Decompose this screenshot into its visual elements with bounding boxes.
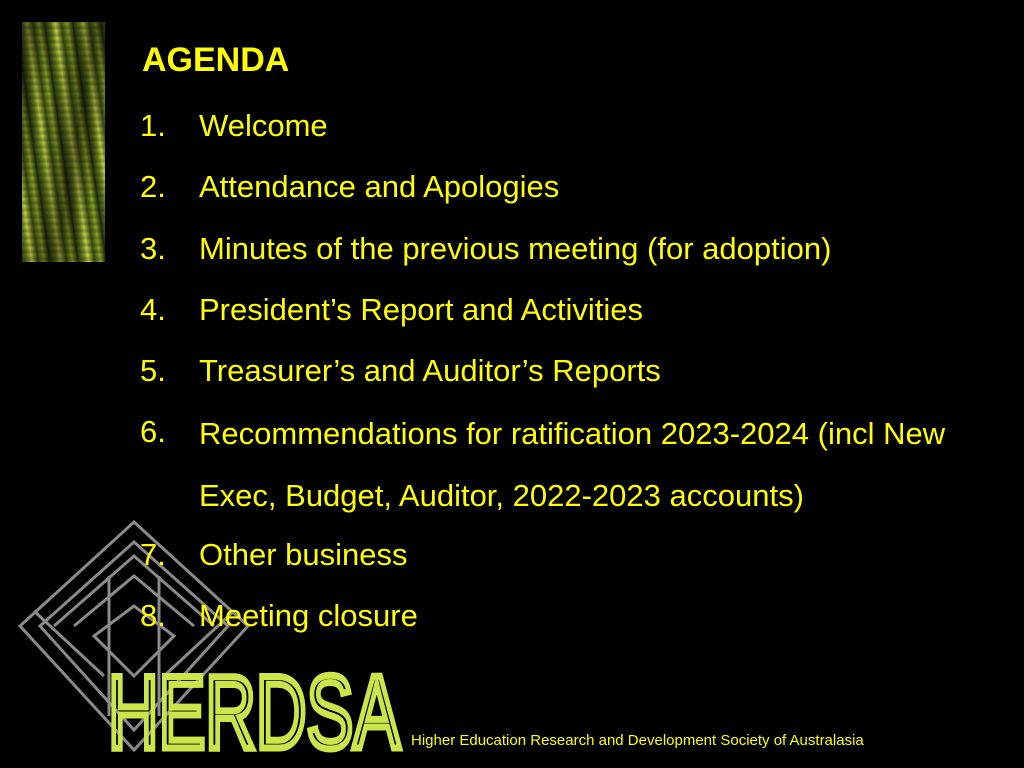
item-number: 3. bbox=[140, 230, 166, 266]
list-item bbox=[140, 524, 1000, 585]
item-number: 8. bbox=[140, 598, 166, 634]
item-number: 6. bbox=[140, 414, 166, 450]
list-item bbox=[140, 95, 1000, 156]
item-text: Welcome bbox=[199, 108, 328, 143]
list-item bbox=[140, 585, 1000, 646]
item-text: Treasurer’s and Auditor’s Reports bbox=[199, 353, 661, 389]
list-item bbox=[140, 279, 1000, 340]
page-title: AGENDA bbox=[142, 41, 290, 79]
list-item bbox=[140, 340, 1000, 401]
item-number: 4. bbox=[140, 291, 166, 327]
item-text: Meeting closure bbox=[199, 598, 418, 634]
item-number: 1. bbox=[140, 108, 166, 143]
organization-tagline: Higher Education Research and Development Society of Australasia bbox=[411, 732, 864, 749]
item-text: Minutes of the previous meeting (for adoption) bbox=[199, 230, 832, 266]
list-item bbox=[140, 401, 1000, 524]
item-number: 7. bbox=[140, 537, 166, 573]
item-text: Recommendations for ratification 2023-2024 (incl New Exec, Budget, Auditor, 2022-2023 accounts) bbox=[199, 416, 946, 513]
item-text: Attendance and Apologies bbox=[199, 169, 560, 205]
logo-text: HERDSA bbox=[108, 655, 401, 768]
item-text: President’s Report and Activities bbox=[199, 291, 643, 327]
agenda-list bbox=[140, 95, 1000, 647]
building-photo bbox=[22, 22, 105, 262]
item-number: 5. bbox=[140, 353, 166, 389]
list-item bbox=[140, 156, 1000, 217]
list-item bbox=[140, 218, 1000, 279]
item-number: 2. bbox=[140, 169, 166, 205]
item-text: Other business bbox=[199, 537, 408, 573]
herdsa-logo bbox=[108, 655, 408, 768]
